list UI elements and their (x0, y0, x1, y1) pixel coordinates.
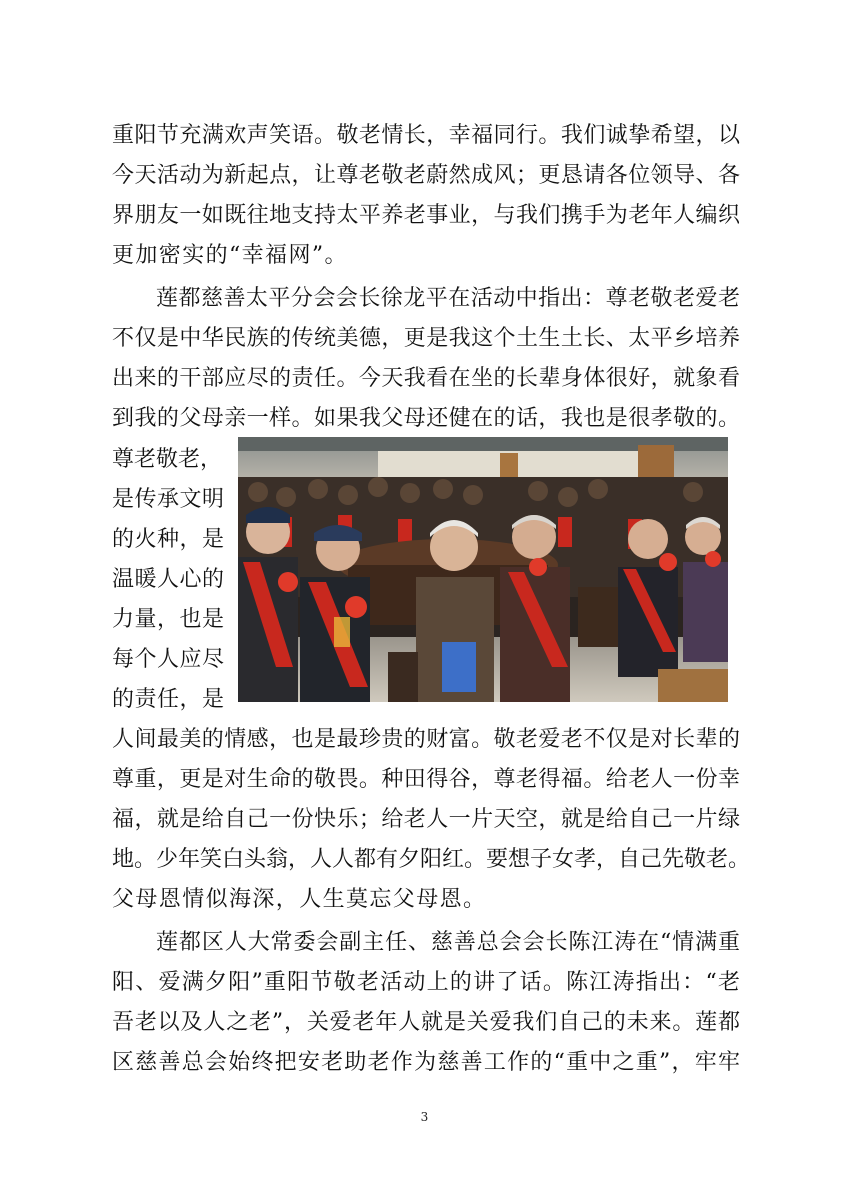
body-line-7: 出来的干部应尽的责任。今天我看在坐的长辈身体很好，就象看 (112, 366, 740, 391)
body-line-6: 不仅是中华民族的传统美德，更是我这个土生土长、太平乡培养 (112, 326, 740, 351)
body-line-3: 界朋友一如既往地支持太平养老事业，与我们携手为老年人编织 (112, 203, 740, 228)
body-line-5: 莲都慈善太平分会会长徐龙平在活动中指出：尊老敬老爱老 (156, 286, 740, 311)
body-line-15: 阳、爱满夕阳”重阳节敬老活动上的讲了话。陈江涛指出：“老 (112, 970, 740, 995)
body-line-12: 地。少年笑白头翁，人人都有夕阳红。要想子女孝，自己先敬老。 (112, 847, 751, 872)
body-line-2: 今天活动为新起点，让尊老敬老蔚然成风；更恳请各位领导、各 (112, 163, 740, 188)
wrap-line-2: 是传承文明 (112, 487, 224, 512)
wrap-line-3: 的火种，是 (112, 527, 224, 552)
body-line-14: 莲都区人大常委会副主任、慈善总会会长陈江涛在“情满重 (156, 930, 740, 955)
wrap-line-7: 的责任，是 (112, 687, 224, 712)
body-line-16: 吾老以及人之老”，关爱老年人就是关爱我们自己的未来。莲都 (112, 1010, 740, 1035)
body-line-8: 到我的父母亲一样。如果我父母还健在的话，我也是很孝敬的。 (112, 406, 740, 431)
wrap-line-4: 温暖人心的 (112, 567, 224, 592)
body-line-11: 福，就是给自己一份快乐；给老人一片天空，就是给自己一片绿 (112, 807, 740, 832)
event-photo-illustration (238, 437, 728, 702)
wrap-line-5: 力量，也是 (112, 607, 224, 632)
body-line-17: 区慈善总会始终把安老助老作为慈善工作的“重中之重”，牢牢 (112, 1050, 740, 1075)
wrap-line-6: 每个人应尽 (112, 647, 224, 672)
body-line-13: 父母恩情似海深，人生莫忘父母恩。 (112, 887, 487, 912)
page-number: 3 (420, 1110, 429, 1124)
body-line-10: 尊重，更是对生命的敬畏。种田得谷，尊老得福。给老人一份幸 (112, 767, 740, 792)
body-line-4: 更加密实的“幸福网”。 (112, 243, 348, 268)
event-photo (238, 437, 728, 702)
body-line-1: 重阳节充满欢声笑语。敬老情长，幸福同行。我们诚挚希望，以 (112, 123, 740, 148)
wrap-line-1: 尊老敬老， (112, 447, 223, 472)
body-line-9: 人间最美的情感，也是最珍贵的财富。敬老爱老不仅是对长辈的 (112, 727, 740, 752)
